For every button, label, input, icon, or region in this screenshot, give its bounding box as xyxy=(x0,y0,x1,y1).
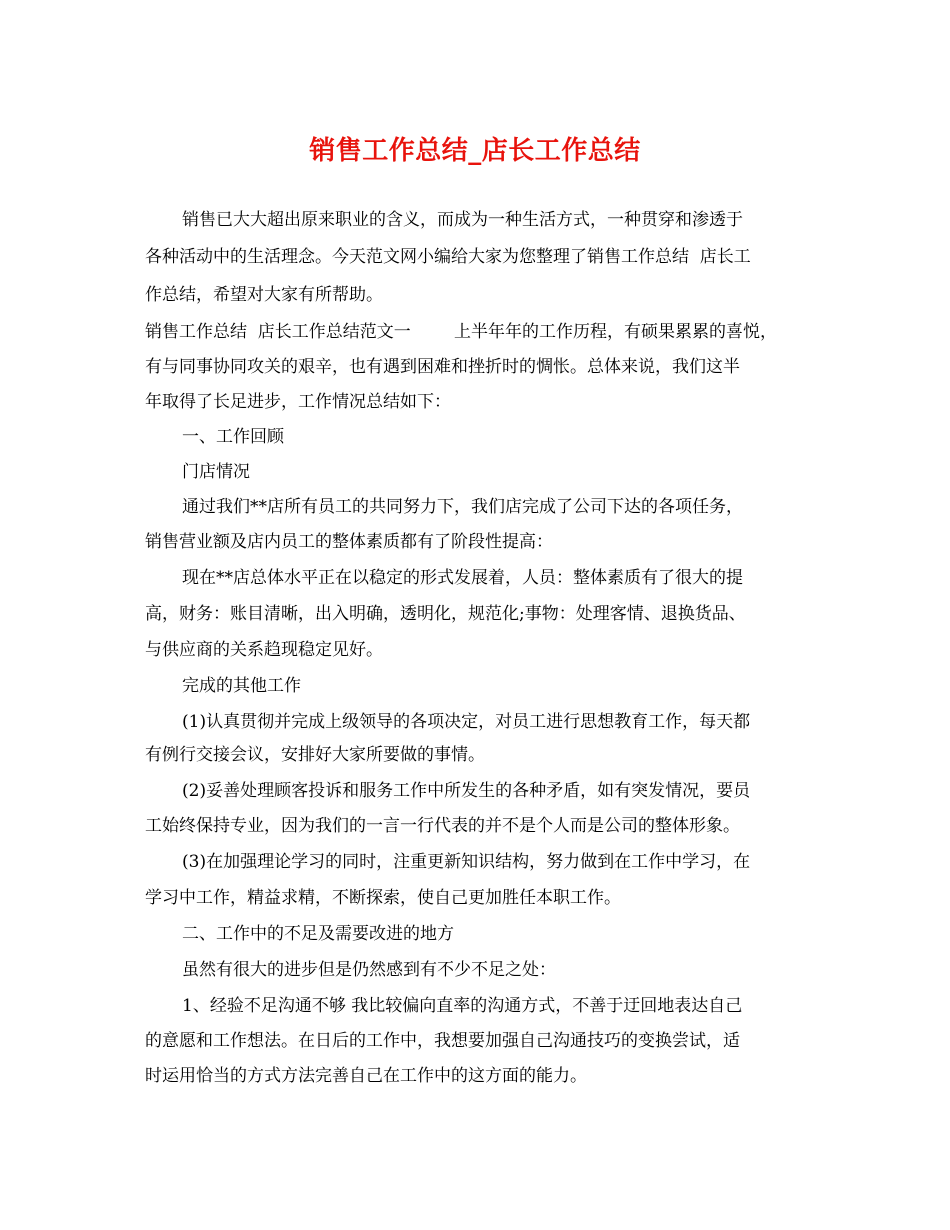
subsection-heading: 门店情况 xyxy=(182,462,250,482)
list-item-line: 学习中工作，精益求精，不断探索，使自己更加胜任本职工作。 xyxy=(145,888,621,908)
paragraph-line: 年取得了长足进步，工作情况总结如下： xyxy=(145,392,451,412)
section-heading: 一、工作回顾 xyxy=(182,427,284,447)
paragraph-line: 销售工作总结 店长工作总结范文一 上半年年的工作历程，有硕果累累的喜悦， xyxy=(145,322,778,342)
list-item-line: 工始终保持专业，因为我们的一言一行代表的并不是个人而是公司的整体形象。 xyxy=(145,816,740,836)
paragraph-line: 作总结，希望对大家有所帮助。 xyxy=(145,285,383,305)
paragraph-line: 各种活动中的生活理念。今天范文网小编给大家为您整理了销售工作总结 店长工 xyxy=(145,247,751,267)
paragraph-line: 高，财务：账目清晰，出入明确，透明化，规范化;事物：处理客情、退换货品、 xyxy=(145,604,746,624)
list-item-line: 有例行交接会议，安排好大家所要做的事情。 xyxy=(145,745,485,765)
list-item-line: 时运用恰当的方式方法完善自己在工作中的这方面的能力。 xyxy=(145,1066,587,1086)
paragraph-line: 现在**店总体水平正在以稳定的形式发展着，人员：整体素质有了很大的提 xyxy=(182,568,743,588)
paragraph-line: 有与同事协同攻关的艰辛，也有遇到困难和挫折时的惆怅。总体来说，我们这半 xyxy=(145,357,740,377)
paragraph-line: 销售已大大超出原来职业的含义，而成为一种生活方式，一种贯穿和渗透于 xyxy=(182,210,743,230)
list-item-line: 1、经验不足沟通不够 我比较偏向直率的沟通方式，不善于迂回地表达自己 xyxy=(182,996,743,1016)
paragraph-line: 虽然有很大的进步但是仍然感到有不少不足之处： xyxy=(182,960,556,980)
document-title: 销售工作总结_店长工作总结 xyxy=(309,136,641,166)
paragraph-line: 与供应商的关系趋现稳定见好。 xyxy=(145,640,383,660)
list-item-line: (3)在加强理论学习的同时，注重更新知识结构，努力做到在工作中学习，在 xyxy=(182,852,751,872)
section-heading: 二、工作中的不足及需要改进的地方 xyxy=(182,924,454,944)
list-item-line: (2)妥善处理顾客投诉和服务工作中所发生的各种矛盾，如有突发情况，要员 xyxy=(182,781,751,801)
paragraph-line: 通过我们**店所有员工的共同努力下，我们店完成了公司下达的各项任务， xyxy=(182,497,743,517)
paragraph-line: 销售营业额及店内员工的整体素质都有了阶段性提高： xyxy=(145,532,553,552)
list-item-line: 的意愿和工作想法。在日后的工作中，我想要加强自己沟通技巧的变换尝试，适 xyxy=(145,1031,740,1051)
list-item-line: (1)认真贯彻并完成上级领导的各项决定，对员工进行思想教育工作，每天都 xyxy=(182,712,751,732)
subsection-heading: 完成的其他工作 xyxy=(182,676,301,696)
